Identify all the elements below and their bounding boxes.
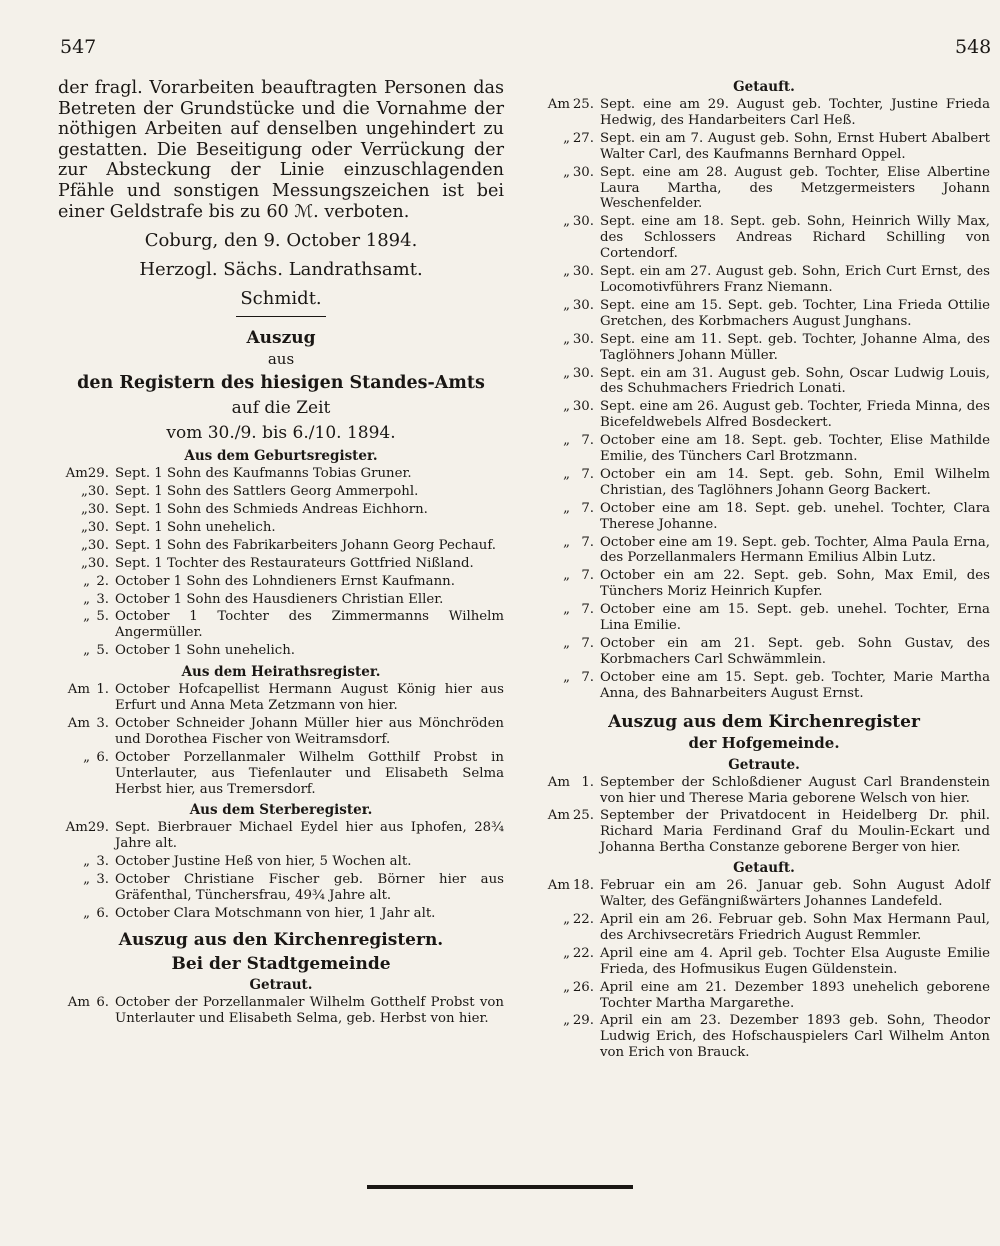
entry-prefix: „ [83,872,90,888]
entry-text: October eine am 15. Sept. geb. unehel. Tochter, Erna Lina Emilie. [600,602,990,634]
entry-day: 5. [96,643,109,659]
entry-text: April ein am 26. Februar geb. Sohn Max Hermann Paul, des Archivsecretärs Friedrich August Remmler. [600,911,990,943]
entry-text: April eine am 4. April geb. Tochter Elsa Auguste Emilie Frieda, des Hofmusikus Eugen Güldenstein. [600,945,990,977]
entry-prefix: „ [563,636,570,651]
entry-prefix: Am [547,774,570,790]
entry-day: 30. [87,555,109,571]
register-entry [58,466,504,482]
entry-text: October 1 Sohn des Hausdieners Christian Eller. [115,591,444,607]
entry-text: Sept. 1 Sohn des Schmieds Andreas Eichhorn. [115,501,428,517]
register-entry [538,878,990,910]
register-entry [538,366,990,398]
entry-day: 3. [96,715,109,731]
entry-day: 18. [572,878,594,894]
entry-day: 7. [581,602,594,618]
church-city-subheading: Bei der Stadtgemeinde [171,953,391,974]
entry-day: 25. [572,808,594,824]
register-entry [58,592,504,608]
entry-text: Sept. 1 Tochter des Restaurateurs Gottfried Nißland. [115,555,474,571]
entry-day: 1. [581,774,594,790]
register-entry [538,131,990,163]
register-entry [538,298,990,330]
entry-prefix: „ [563,534,570,550]
entry-prefix: „ [80,537,88,553]
entry-text: Sept. eine am 11. Sept. geb. Tochter, Johanne Alma, des Taglöhners Johann Müller. [600,331,990,363]
register-entry [538,433,990,465]
entry-prefix: „ [83,854,90,870]
entry-text: Sept. eine am 15. Sept. geb. Tochter, Lina Frieda Ottilie Gretchen, des Korbmachers August Junghans. [600,297,990,329]
entry-prefix: „ [563,365,570,381]
register-entry [538,399,990,431]
intro-paragraph: der fragl. Vorarbeiten beauftragten Personen das Betreten der Grundstücke und die Vornahme der nöthigen Arbeiten auf denselben ungehindert zu gestatten. Die Beseitigung oder Verrückung der zur Absteckung der Linie einzuschlagenden Pfähle und sonstigen Messungszeichen ist bei einer Geldstrafe bis zu 60 ℳ. verboten. [58,78,504,222]
entry-text: October eine am 15. Sept. geb. Tochter, Marie Martha Anna, des Bahnarbeiters August Ernst. [600,669,990,701]
authority: Herzogl. Sächs. Landrathsamt. [139,259,423,281]
page-number-right: 548 [955,36,992,58]
register-entry [58,820,504,852]
entry-prefix: Am [65,820,88,836]
excerpt-register-title: den Registern des hiesigen Standes-Amts [77,373,485,394]
entry-prefix: „ [80,501,88,517]
register-entry [538,775,990,807]
entry-text: October ein am 14. Sept. geb. Sohn, Emil Wilhelm Christian, des Taglöhners Johann Georg Backert. [600,466,990,498]
entry-day: 30. [87,484,109,500]
register-entry [58,716,504,748]
register-entry [538,97,990,129]
entry-day: 22. [572,945,594,961]
entry-text: October 1 Sohn unehelich. [115,643,295,659]
entry-day: 7. [581,669,594,685]
register-entry [538,602,990,634]
entry-prefix: „ [563,264,570,280]
church-married-heading: Getraut. [249,976,313,993]
entry-prefix: Am [67,994,90,1010]
entry-prefix: „ [563,669,570,685]
register-entry [58,995,504,1027]
entry-text: October eine am 18. Sept. geb. Tochter, Elise Mathilde Emilie, des Tünchers Carl Brotzmann. [600,433,990,465]
court-baptized-heading: Getauft. [733,860,795,877]
entry-text: Sept. ein am 27. August geb. Sohn, Erich Curt Ernst, des Locomotivführers Franz Niemann. [600,264,990,295]
entry-text: September der Schloßdiener August Carl Brandenstein von hier und Therese Maria geborene Welsch von hier. [600,774,990,806]
court-baptized-list [538,878,990,1061]
entry-prefix: „ [563,945,570,961]
entry-text: October ein am 21. Sept. geb. Sohn Gustav, des Korbmachers Carl Schwämmlein. [600,636,990,667]
register-entry [538,946,990,978]
entry-text: October eine am 18. Sept. geb. unehel. Tochter, Clara Therese Johanne. [600,500,990,532]
entry-day: 29. [87,466,109,482]
entry-day: 5. [96,609,109,625]
excerpt-aus: aus [267,350,295,369]
court-church-subheading: der Hofgemeinde. [688,733,840,752]
entry-prefix: Am [547,97,570,112]
entry-text: Sept. 1 Sohn unehelich. [115,519,276,535]
entry-prefix: Am [65,466,88,482]
entry-day: 29. [87,820,109,836]
entry-text: September der Privatdocent in Heidelberg Dr. phil. Richard Maria Ferdinand Graf du Moulin-Eckart und Johanna Bertha Constanze geborene Berger von hier. [600,808,990,856]
entry-prefix: „ [563,399,570,415]
entry-text: October Justine Heß von hier, 5 Wochen alt. [115,854,412,870]
entry-prefix: „ [563,500,570,516]
entry-day: 7. [581,534,594,550]
entry-prefix: „ [563,568,570,584]
entry-day: 7. [581,636,594,651]
entry-text: October Hofcapellist Hermann August König hier aus Erfurt und Anna Meta Zetzmann von hier. [115,682,504,714]
entry-prefix: Am [547,808,570,824]
entry-prefix: „ [83,906,90,921]
entry-text: Sept. 1 Sohn des Kaufmanns Tobias Gruner. [115,466,412,482]
deaths-list [58,820,504,921]
court-married-list [538,775,990,857]
register-entry [58,574,504,590]
register-entry [538,264,990,296]
entry-prefix: „ [80,555,88,571]
marriages-heading: Aus dem Heirathsregister. [181,664,381,681]
register-entry [58,872,504,904]
register-entry [538,670,990,702]
entry-prefix: Am [67,682,90,698]
entry-text: Februar ein am 26. Januar geb. Sohn August Adolf Walter, des Gefängnißwärters Johannes Landefeld. [600,878,990,910]
entry-text: October Porzellanmaler Wilhelm Gotthilf Probst in Unterlauter, aus Tiefenlauter und Elisabeth Selma Herbst hier, aus Tremersdorf. [115,749,504,797]
register-entry [538,980,990,1012]
entry-prefix: „ [563,602,570,618]
entry-day: 2. [96,573,109,589]
entry-text: Sept. ein am 31. August geb. Sohn, Oscar Ludwig Louis, des Schuhmachers Friedrich Lonati. [600,365,990,397]
entry-prefix: „ [563,1013,570,1029]
register-entry [58,682,504,714]
register-entry [538,467,990,499]
entry-prefix: „ [563,214,570,230]
entry-day: 30. [572,297,594,313]
entry-prefix: „ [563,979,570,995]
entry-prefix: „ [563,911,570,927]
excerpt-period: vom 30./9. bis 6./10. 1894. [166,423,396,444]
deaths-heading: Aus dem Sterberegister. [189,802,373,819]
entry-prefix: „ [83,573,90,589]
entry-day: 6. [96,749,109,765]
entry-text: October Clara Motschmann von hier, 1 Jahr alt. [115,906,436,921]
register-entry [58,502,504,518]
place-date: Coburg, den 9. October 1894. [144,230,418,252]
baptized-heading: Getauft. [733,79,795,95]
bottom-rule [367,1185,633,1189]
entry-day: 3. [96,591,109,607]
register-entry [538,501,990,533]
entry-day: 7. [581,568,594,584]
court-married-heading: Getraute. [728,756,800,773]
register-entry [538,165,990,213]
register-entry [538,912,990,944]
entry-text: Sept. eine am 18. Sept. geb. Sohn, Heinrich Willy Max, des Schlossers Andreas Richard Schilling von Cortendorf. [600,214,990,262]
entry-day: 30. [572,331,594,347]
births-list [58,466,504,659]
entry-text: October ein am 22. Sept. geb. Sohn, Max Emil, des Tünchers Moriz Heinrich Kupfer. [600,568,990,600]
entry-text: Sept. ein am 7. August geb. Sohn, Ernst Hubert Abalbert Walter Carl, des Kaufmanns Bernhard Oppel. [600,130,990,162]
right-column [538,78,990,1063]
entry-text: Sept. eine am 29. August geb. Tochter, Justine Frieda Hedwig, des Handarbeiters Carl Heß. [600,97,990,128]
register-entry [538,214,990,262]
entry-day: 29. [572,1013,594,1029]
entry-day: 7. [581,433,594,449]
entry-prefix: „ [563,164,570,180]
entry-day: 30. [572,399,594,415]
entry-day: 30. [87,519,109,535]
court-church-heading: Auszug aus dem Kirchenregister [608,711,920,732]
entry-prefix: „ [83,591,90,607]
excerpt-title: Auszug [246,328,316,349]
entry-prefix: „ [83,609,90,625]
entry-day: 25. [572,97,594,112]
entry-prefix: „ [80,484,88,500]
register-entry [58,520,504,536]
entry-day: 30. [572,365,594,381]
entry-day: 7. [581,466,594,482]
entry-text: Sept. Bierbrauer Michael Eydel hier aus Iphofen, 28¾ Jahre alt. [115,820,504,852]
register-entry [58,750,504,798]
signature: Schmidt. [240,288,322,310]
register-entry [58,556,504,572]
entry-day: 6. [96,906,109,921]
left-column [58,78,504,1029]
entry-day: 26. [572,979,594,995]
church-married-list [58,995,504,1027]
entry-text: Sept. 1 Sohn des Sattlers Georg Ammerpohl. [115,484,419,500]
entry-day: 30. [572,164,594,180]
entry-text: October Christiane Fischer geb. Börner hier aus Gräfenthal, Tünchersfrau, 49¾ Jahre alt. [115,872,504,904]
register-entry [538,808,990,856]
entry-text: Sept. 1 Sohn des Fabrikarbeiters Johann Georg Pechauf. [115,537,497,553]
entry-text: October eine am 19. Sept. geb. Tochter, Alma Paula Erna, des Porzellanmalers Hermann Emilius Albin Lutz. [600,534,990,566]
entry-text: October Schneider Johann Müller hier aus Mönchröden und Dorothea Fischer von Weitramsdorf. [115,715,504,747]
entry-prefix: Am [67,715,90,731]
register-entry [538,636,990,668]
register-entry [538,1013,990,1061]
register-entry [538,332,990,364]
register-entry [58,484,504,500]
entry-day: 7. [581,500,594,516]
entry-text: April eine am 21. Dezember 1893 unehelich geborene Tochter Martha Margarethe. [600,979,990,1011]
register-entry [58,609,504,641]
church-registers-heading: Auszug aus den Kirchenregistern. [118,929,444,950]
entry-text: October 1 Tochter des Zimmermanns Wilhelm Angermüller. [115,609,504,641]
entry-text: October 1 Sohn des Lohndieners Ernst Kaufmann. [115,573,455,589]
births-heading: Aus dem Geburtsregister. [184,448,378,465]
entry-day: 1. [96,682,109,698]
entry-day: 22. [572,911,594,927]
baptized-list [538,97,990,702]
entry-prefix: „ [83,749,90,765]
entry-text: October der Porzellanmaler Wilhelm Gotthelf Probst von Unterlauter und Elisabeth Selma, geb. Herbst von hier. [115,994,504,1026]
entry-prefix: Am [547,878,570,894]
register-entry [538,568,990,600]
entry-prefix: „ [563,433,570,449]
entry-prefix: „ [563,130,570,146]
entry-day: 6. [96,994,109,1010]
entry-prefix: „ [83,643,90,659]
entry-day: 30. [572,214,594,230]
entry-text: Sept. eine am 28. August geb. Tochter, Elise Albertine Laura Martha, des Metzgermeisters Johann Weschenfelder. [600,164,990,212]
register-entry [58,643,504,659]
entry-prefix: „ [563,331,570,347]
divider [236,316,326,317]
entry-text: April ein am 23. Dezember 1893 geb. Sohn, Theodor Ludwig Erich, des Hofschauspielers Carl Wilhelm Anton von Erich von Brauck. [600,1013,990,1061]
register-entry [58,906,504,922]
entry-day: 30. [572,264,594,280]
register-entry [58,538,504,554]
entry-day: 30. [87,501,109,517]
entry-prefix: „ [563,297,570,313]
register-entry [58,854,504,870]
entry-day: 27. [572,130,594,146]
entry-text: Sept. eine am 26. August geb. Tochter, Frieda Minna, des Bicefeldwebels Alfred Bosdeckert. [600,399,990,431]
entry-day: 30. [87,537,109,553]
page-number-left: 547 [60,36,97,58]
entry-day: 3. [96,854,109,870]
entry-prefix: „ [80,519,88,535]
entry-prefix: „ [563,466,570,482]
entry-day: 3. [96,872,109,888]
marriages-list [58,682,504,797]
excerpt-period-label: auf die Zeit [231,398,331,419]
register-entry [538,535,990,567]
